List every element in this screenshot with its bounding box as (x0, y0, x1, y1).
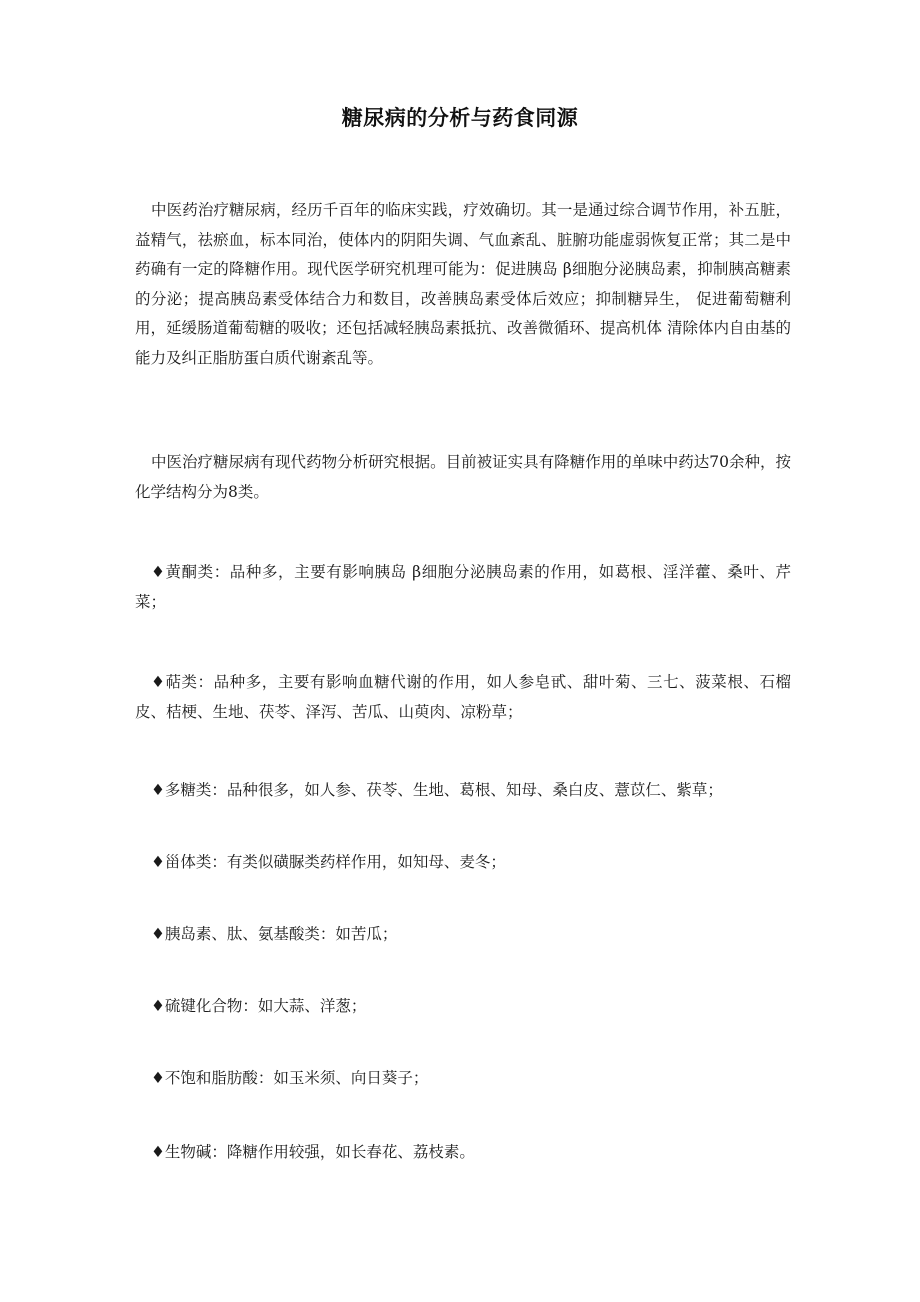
document-title: 糖尿病的分析与药食同源 (341, 106, 579, 130)
category-flavonoids: ♦黄酮类：品种多，主要有影响胰岛 β细胞分泌胰岛素的作用，如葛根、淫洋藿、桑叶、芹菜； (135, 563, 791, 611)
category-steroids: ♦甾体类：有类似磺脲类药样作用，如知母、麦冬； (151, 853, 506, 871)
category-terpenes: ♦萜类：品种多，主要有影响血糖代谢的作用，如人参皂甙、甜叶菊、三七、菠菜根、石榴皮、桔梗、生地、茯苓、泽泻、苦瓜、山萸肉、凉粉草； (135, 673, 791, 721)
category-sulfur-compounds: ♦硫键化合物：如大蒜、洋葱； (151, 997, 367, 1015)
category-alkaloids: ♦生物碱：降糖作用较强，如长春花、荔枝素。 (151, 1143, 475, 1161)
category-polysaccharides: ♦多糖类：品种很多，如人参、茯苓、生地、葛根、知母、桑白皮、薏苡仁、紫草； (151, 781, 723, 799)
category-insulin-peptides: ♦胰岛素、肽、氨基酸类：如苦瓜； (151, 925, 398, 943)
category-unsaturated-fatty-acids: ♦不饱和脂肪酸：如玉米须、向日葵子； (151, 1069, 429, 1087)
paragraph-modern-analysis: 中医治疗糖尿病有现代药物分析研究根据。目前被证实具有降糖作用的单味中药达70余种，按化学结构分为8类。 (135, 453, 791, 501)
paragraph-tcm-treatment: 中医药治疗糖尿病，经历千百年的临床实践，疗效确切。其一是通过综合调节作用，补五脏，益精气，祛瘀血，标本同治，使体内的阴阳失调、气血紊乱、脏腑功能虚弱恢复正常；其二是中药确有一定的降糖作用。现代医学研究机理可能为：促进胰岛 β细胞分泌胰岛素，抑制胰高糖素的分泌；提高胰岛素受体结合力和数目，改善胰岛素受体后效应；抑制糖异生， 促进葡萄糖利用，延缓肠道葡萄糖的吸收；还包括减轻胰岛素抵抗、改善微循环、提高机体 清除体内自由基的能力及纠正脂肪蛋白质代谢紊乱等。 (135, 201, 791, 367)
